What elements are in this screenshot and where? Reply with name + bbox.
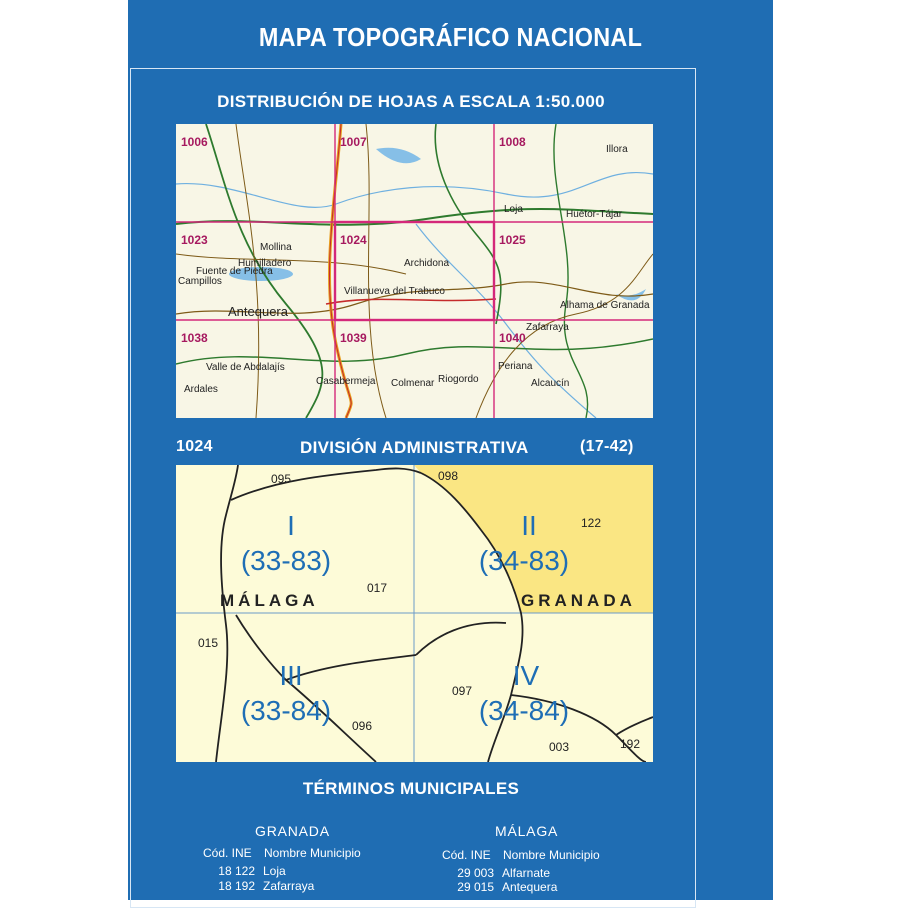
- municipio-code: 017: [367, 581, 388, 595]
- malaga-column-title: MÁLAGA: [495, 823, 559, 839]
- sheet-number: 1038: [181, 331, 208, 345]
- municipio-name: Loja: [263, 864, 286, 878]
- municipio-code: 18 192: [218, 879, 255, 893]
- municipio-code: 015: [198, 636, 219, 650]
- place-label: Huétor-Tájar: [566, 209, 623, 220]
- place-label: Antequera: [228, 304, 288, 319]
- place-label: Casabermeja: [316, 376, 376, 387]
- sheet-number: 1008: [499, 135, 526, 149]
- municipio-name: Antequera: [502, 880, 558, 894]
- quadrant-code: (34-84): [478, 695, 570, 726]
- place-label: Valle de Abdalajís: [206, 362, 285, 373]
- admin-division-map: [176, 465, 653, 762]
- place-label: Fuente de Piedra: [196, 266, 273, 277]
- distribution-map: [176, 124, 653, 418]
- municipio-code: 098: [438, 469, 459, 483]
- place-label: Zafarraya: [526, 322, 569, 333]
- place-label: Alcaucín: [531, 378, 570, 389]
- terminos-title: TÉRMINOS MUNICIPALES: [302, 779, 520, 798]
- quadrant-numeral: II: [521, 510, 537, 541]
- sheet-number: 1040: [499, 331, 526, 345]
- malaga-name-header: Nombre Municipio: [503, 848, 600, 862]
- municipio-code: 097: [452, 684, 473, 698]
- place-label: Mollina: [260, 242, 292, 253]
- sheet-number: 1025: [499, 233, 526, 247]
- municipio-code: 095: [271, 472, 292, 486]
- municipio-code: 29 003: [457, 866, 494, 880]
- sheet-number: 1039: [340, 331, 367, 345]
- municipio-row: [195, 879, 314, 893]
- municipio-row: [434, 866, 550, 880]
- municipio-code: 003: [549, 740, 570, 754]
- sheet-number: 1007: [340, 135, 367, 149]
- municipio-code: 122: [581, 516, 602, 530]
- municipio-name: Zafarraya: [263, 879, 315, 893]
- place-label: Campillos: [178, 276, 222, 287]
- municipio-code: 192: [620, 737, 641, 751]
- place-label: Illora: [606, 144, 628, 155]
- place-label: Villanueva del Trabuco: [344, 286, 445, 297]
- municipio-code: 18 122: [218, 864, 255, 878]
- province-label: MÁLAGA: [220, 591, 319, 610]
- quadrant-code: (34-83): [478, 545, 570, 576]
- place-label: Riogordo: [438, 374, 479, 385]
- malaga-code-header: Cód. INE: [442, 848, 491, 862]
- municipio-name: Alfarnate: [502, 866, 551, 880]
- granada-name-header: Nombre Municipio: [264, 846, 361, 860]
- place-label: Archidona: [404, 258, 450, 269]
- place-label: Loja: [504, 204, 523, 215]
- sheet-number: 1024: [340, 233, 367, 247]
- distribution-title: DISTRIBUCIÓN DE HOJAS A ESCALA 1:50.000: [217, 92, 605, 111]
- sheet-number-label: 1024: [176, 438, 213, 455]
- municipio-code: 096: [352, 719, 373, 733]
- granada-column-title: GRANADA: [255, 823, 330, 839]
- place-label: Humilladero: [238, 258, 292, 269]
- sheet-number: 1023: [181, 233, 208, 247]
- quadrant-numeral: I: [287, 510, 295, 541]
- quadrant-code: (33-83): [240, 545, 332, 576]
- municipio-row: [434, 880, 557, 894]
- municipio-code: 29 015: [457, 880, 494, 894]
- sheet-code: (17-42): [580, 438, 634, 455]
- sheet-number: 1006: [181, 135, 208, 149]
- municipio-row: [195, 864, 286, 878]
- place-label: Alhama de Granada: [560, 300, 650, 311]
- quadrant-numeral: IV: [512, 660, 540, 691]
- quadrant-code: (33-84): [240, 695, 332, 726]
- province-label: GRANADA: [521, 591, 636, 610]
- admin-division-title: DIVISIÓN ADMINISTRATIVA: [300, 438, 529, 457]
- cover-title: MAPA TOPOGRÁFICO NACIONAL: [258, 22, 643, 52]
- place-label: Ardales: [184, 384, 218, 395]
- quadrant-numeral: III: [279, 660, 303, 691]
- place-label: Periana: [498, 361, 533, 372]
- place-label: Colmenar: [391, 378, 435, 389]
- granada-code-header: Cód. INE: [203, 846, 252, 860]
